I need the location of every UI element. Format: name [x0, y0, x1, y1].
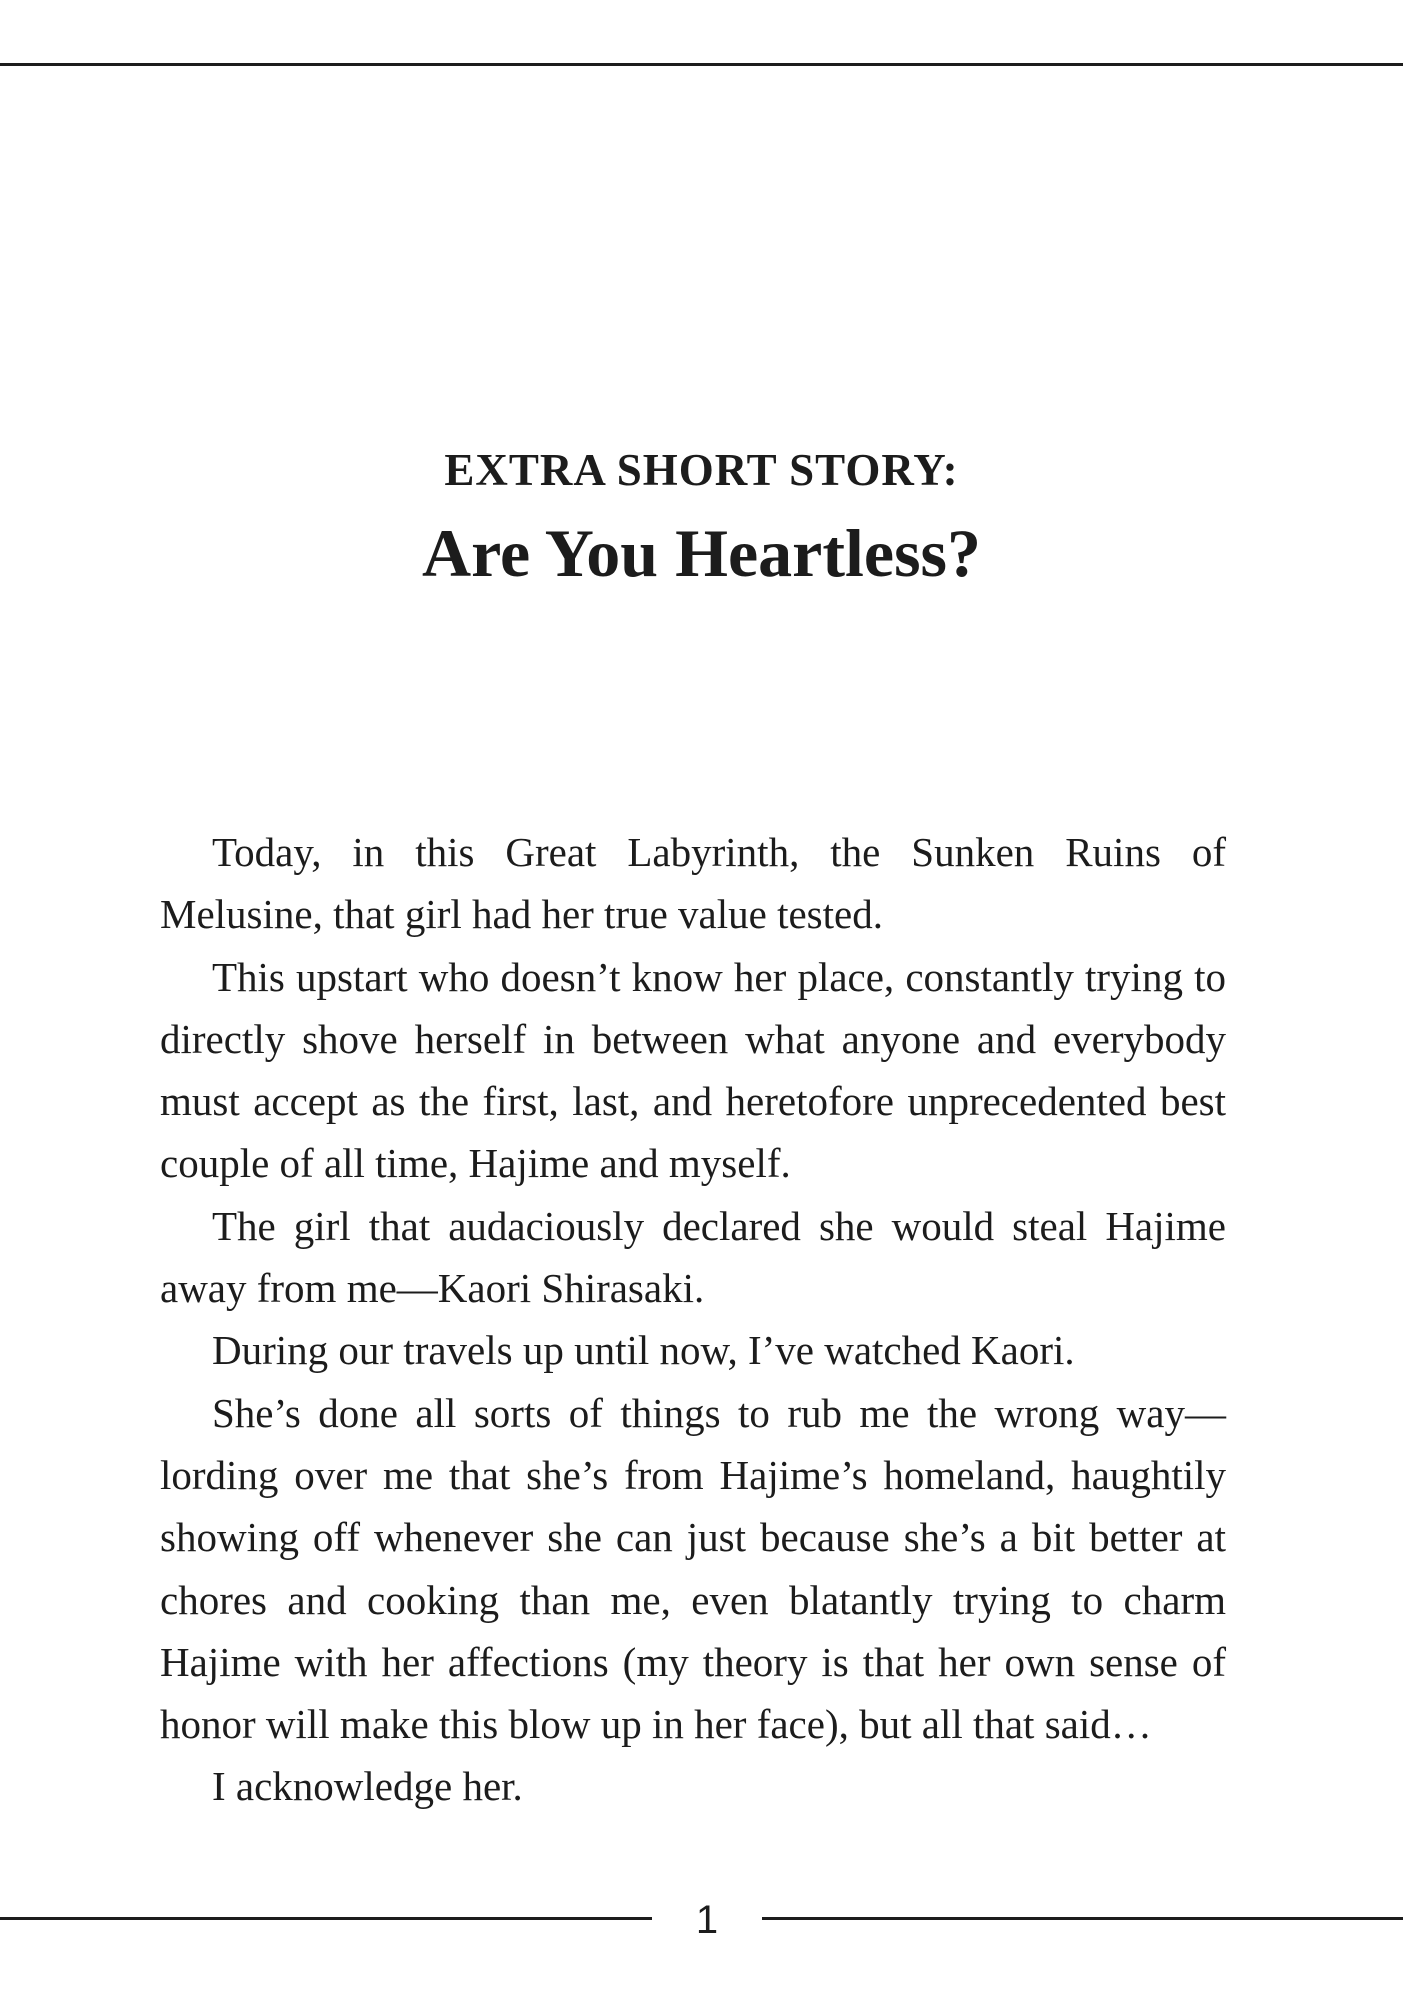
footer-rule-left — [0, 1917, 652, 1920]
paragraph: This upstart who doesn’t know her place, constantly trying to directly shove herself in between what anyone and everybody must accept as the first, last, and heretofore unprecedented best couple of all time, Hajime and myself. — [160, 953, 1226, 1187]
paragraph: During our travels up until now, I’ve watched Kaori. — [212, 1327, 1075, 1374]
footer-rule-right — [762, 1917, 1403, 1920]
paragraph: Today, in this Great Labyrinth, the Sunken Ruins of Melusine, that girl had her true value tested. — [160, 829, 1226, 938]
paragraph: I acknowledge her. — [212, 1763, 523, 1810]
story-body — [160, 821, 1226, 1818]
top-rule — [0, 63, 1403, 66]
chapter-kicker: EXTRA SHORT STORY: — [444, 445, 959, 495]
chapter-heading — [0, 440, 1403, 598]
chapter-title: Are You Heartless? — [421, 515, 981, 591]
page-number: 1 — [695, 1898, 719, 1942]
paragraph: She’s done all sorts of things to rub me the wrong way—lording over me that she’s from Hajime’s homeland, haughtily showing off whenever she can just because she’s a bit better at chores and cooking than me, even blatantly trying to charm Hajime with her affections (my theory is that her own sense of honor will make this blow up in her face), but all that said… — [160, 1389, 1226, 1748]
page-footer — [0, 1890, 1403, 1950]
paragraph: The girl that audaciously declared she would steal Hajime away from me—Kaori Shirasaki. — [160, 1202, 1226, 1312]
